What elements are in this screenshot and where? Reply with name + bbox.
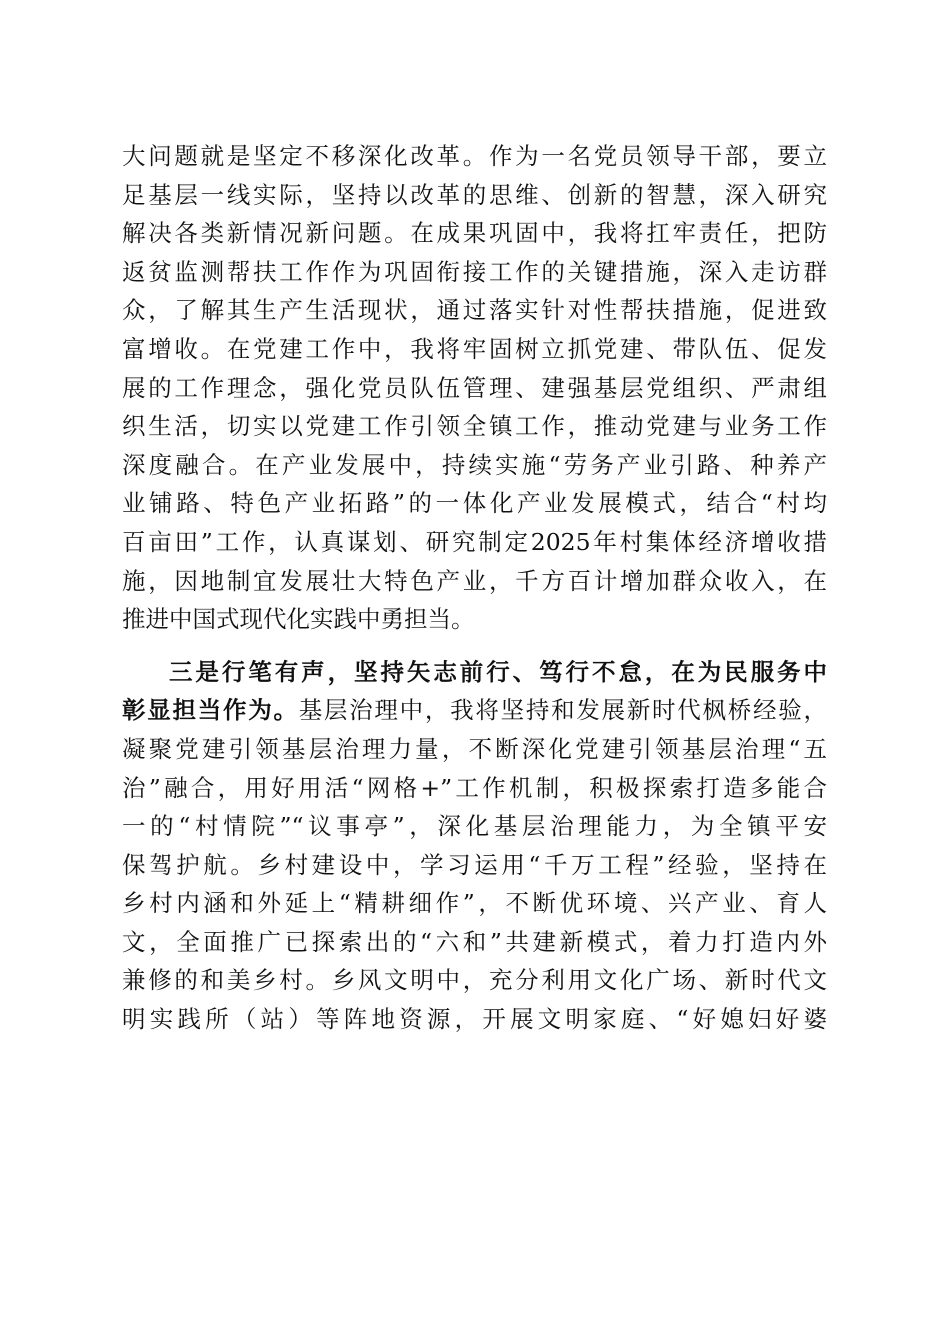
paragraph-line: 百亩田”工作，认真谋划、研究制定2025年村集体经济增收措 <box>122 527 827 556</box>
section-heading-end: 彰显担当作为。 <box>122 696 299 725</box>
paragraph-line: 大问题就是坚定不移深化改革。作为一名党员领导干部，要立 <box>122 142 827 170</box>
paragraph-line <box>122 691 827 730</box>
paragraph-line: 治”融合，用好用活“网格+”工作机制，积极探索打造多能合 <box>122 773 827 802</box>
paragraph-line: 展的工作理念，强化党员队伍管理、建强基层党组织、严肃组 <box>122 373 827 402</box>
paragraph-line: 推进中国式现代化实践中勇担当。 <box>122 605 475 634</box>
paragraph-line: 足基层一线实际，坚持以改革的思维、创新的智慧，深入研究 <box>122 180 827 209</box>
paragraph-line: 凝聚党建引领基层治理力量，不断深化党建引领基层治理“五 <box>122 734 827 763</box>
paragraph-line: 富增收。在党建工作中，我将牢固树立抓党建、带队伍、促发 <box>122 334 827 363</box>
paragraph-line: 施，因地制宜发展壮大特色产业，千方百计增加群众收入，在 <box>122 566 827 595</box>
paragraph-line: 保驾护航。乡村建设中，学习运用“千万工程”经验，坚持在 <box>122 850 827 879</box>
paragraph-line: 众，了解其生产生活现状，通过落实针对性帮扶措施，促进致 <box>122 296 827 325</box>
paragraph-line: 业铺路、特色产业拓路”的一体化产业发展模式，结合“村均 <box>122 489 827 518</box>
paragraph-line: 返贫监测帮扶工作作为巩固衔接工作的关键措施，深入走访群 <box>122 257 827 286</box>
section-heading-line: 三是行笔有声，坚持矢志前行、笃行不怠，在为民服务中 <box>169 657 827 686</box>
document-body <box>122 137 827 1039</box>
paragraph-line: 一的“村情院”“议事亭”，深化基层治理能力，为全镇平安 <box>122 812 827 841</box>
paragraph-line: 明实践所（站）等阵地资源，开展文明家庭、“好媳妇好婆 <box>122 1005 827 1034</box>
paragraph-spacing <box>122 639 827 653</box>
paragraph-line: 乡村内涵和外延上“精耕细作”，不断优环境、兴产业、育人 <box>122 889 827 918</box>
paragraph-line-rest: 基层治理中，我将坚持和发展新时代枫桥经验， <box>298 696 828 725</box>
paragraph-line: 文，全面推广已探索出的“六和”共建新模式，着力打造内外 <box>122 927 827 956</box>
paragraph-2 <box>122 653 827 1039</box>
paragraph-line: 织生活，切实以党建工作引领全镇工作，推动党建与业务工作 <box>122 412 827 441</box>
paragraph-line: 解决各类新情况新问题。在成果巩固中，我将扛牢责任，把防 <box>122 219 827 248</box>
paragraph-line: 兼修的和美乡村。乡风文明中，充分利用文化广场、新时代文 <box>122 966 827 995</box>
paragraph-1 <box>122 137 827 639</box>
paragraph-line: 深度融合。在产业发展中，持续实施“劳务产业引路、种养产 <box>122 450 827 479</box>
